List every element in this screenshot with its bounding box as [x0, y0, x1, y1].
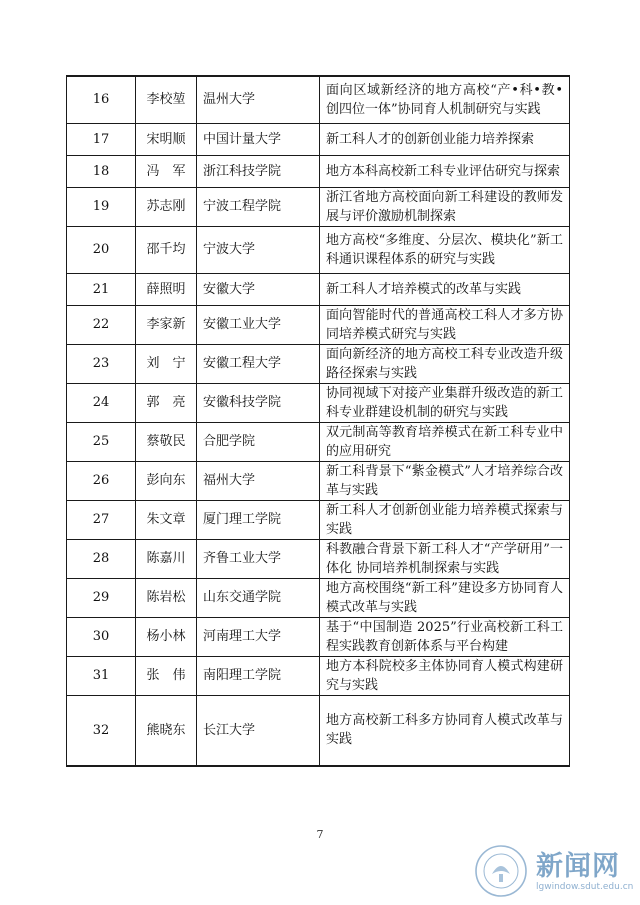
row-number-cell: 20: [67, 226, 136, 273]
applicant-name-cell: 刘 宁: [136, 344, 197, 383]
project-title-cell: 新工科人才培养模式的改革与实践: [320, 273, 570, 305]
school-name-cell: 南阳理工学院: [197, 656, 320, 695]
table-row: [67, 226, 570, 273]
school-name-cell: 宁波工程学院: [197, 187, 320, 226]
project-title-cell: 面向智能时代的普通高校工科人才多方协同培养模式研究与实践: [320, 305, 570, 344]
school-name-cell: 浙江科技学院: [197, 155, 320, 187]
row-number-cell: 27: [67, 500, 136, 539]
watermark-brand: 新闻网: [536, 851, 620, 882]
row-number-cell: 29: [67, 578, 136, 617]
project-title-cell: 地方本科高校新工科专业评估研究与探索: [320, 155, 570, 187]
row-number-cell: 21: [67, 273, 136, 305]
school-name-cell: 福州大学: [197, 461, 320, 500]
project-title-cell: 科教融合背景下新工科人才“产学研用”一体化 协同培养机制探索与实践: [320, 539, 570, 578]
applicant-name-cell: 熊晓东: [136, 695, 197, 766]
applicant-name-cell: 苏志刚: [136, 187, 197, 226]
project-title-cell: 新工科人才创新创业能力培养模式探索与实践: [320, 500, 570, 539]
project-title-cell: 新工科背景下“紫金模式”人才培养综合改革与实践: [320, 461, 570, 500]
row-number-cell: 28: [67, 539, 136, 578]
school-name-cell: 齐鲁工业大学: [197, 539, 320, 578]
row-number-cell: 22: [67, 305, 136, 344]
row-number-cell: 16: [67, 76, 136, 123]
school-name-cell: 安徽科技学院: [197, 383, 320, 422]
project-title-cell: 基于“中国制造 2025”行业高校新工科工程实践教育创新体系与平台构建: [320, 617, 570, 656]
table-row: [67, 155, 570, 187]
table-row: [67, 383, 570, 422]
school-name-cell: 河南理工大学: [197, 617, 320, 656]
row-number-cell: 17: [67, 123, 136, 155]
project-title-cell: 浙江省地方高校面向新工科建设的教师发展与评价激励机制探索: [320, 187, 570, 226]
table-row: [67, 344, 570, 383]
table-row: [67, 305, 570, 344]
project-title-cell: 双元制高等教育培养模式在新工科专业中的应用研究: [320, 422, 570, 461]
project-title-cell: 地方高校围绕“新工科”建设多方协同育人模式改革与实践: [320, 578, 570, 617]
table-row: [67, 422, 570, 461]
applicant-name-cell: 薛照明: [136, 273, 197, 305]
school-name-cell: 厦门理工学院: [197, 500, 320, 539]
row-number-cell: 24: [67, 383, 136, 422]
table-row: [67, 76, 570, 123]
table-row: [67, 500, 570, 539]
school-name-cell: 安徽工业大学: [197, 305, 320, 344]
table-row: [67, 695, 570, 766]
project-title-cell: 地方本科院校多主体协同育人模式构建研究与实践: [320, 656, 570, 695]
school-name-cell: 宁波大学: [197, 226, 320, 273]
row-number-cell: 26: [67, 461, 136, 500]
row-number-cell: 25: [67, 422, 136, 461]
row-number-cell: 23: [67, 344, 136, 383]
project-title-cell: 新工科人才的创新创业能力培养探索: [320, 123, 570, 155]
applicant-name-cell: 宋明顺: [136, 123, 197, 155]
row-number-cell: 31: [67, 656, 136, 695]
school-name-cell: 中国计量大学: [197, 123, 320, 155]
university-seal-icon: [474, 844, 528, 898]
table-row: [67, 123, 570, 155]
applicant-name-cell: 李家新: [136, 305, 197, 344]
applicant-name-cell: 杨小林: [136, 617, 197, 656]
applicant-name-cell: 陈嘉川: [136, 539, 197, 578]
table-row: [67, 656, 570, 695]
row-number-cell: 32: [67, 695, 136, 766]
table-row: [67, 539, 570, 578]
school-name-cell: 合肥学院: [197, 422, 320, 461]
project-title-cell: 面向新经济的地方高校工科专业改造升级路径探索与实践: [320, 344, 570, 383]
table-row: [67, 187, 570, 226]
applicant-name-cell: 李校堃: [136, 76, 197, 123]
page-number: 7: [316, 828, 324, 841]
applicant-name-cell: 朱文章: [136, 500, 197, 539]
project-title-cell: 地方高校新工科多方协同育人模式改革与实践: [320, 695, 570, 766]
applicant-name-cell: 彭向东: [136, 461, 197, 500]
table-row: [67, 461, 570, 500]
applicant-name-cell: 郭 亮: [136, 383, 197, 422]
row-number-cell: 18: [67, 155, 136, 187]
table-row: [67, 578, 570, 617]
row-number-cell: 19: [67, 187, 136, 226]
project-title-cell: 面向区域新经济的地方高校“产•科•教•创四位一体”协同育人机制研究与实践: [320, 76, 570, 123]
project-title-cell: 协同视域下对接产业集群升级改造的新工科专业群建设机制的研究与实践: [320, 383, 570, 422]
table-row: [67, 617, 570, 656]
school-name-cell: 山东交通学院: [197, 578, 320, 617]
applicant-name-cell: 陈岩松: [136, 578, 197, 617]
applicant-name-cell: 蔡敬民: [136, 422, 197, 461]
applicant-name-cell: 邵千均: [136, 226, 197, 273]
school-name-cell: 安徽大学: [197, 273, 320, 305]
watermark-url: lgwindow.sdut.edu.cn: [536, 882, 634, 892]
applicant-name-cell: 张 伟: [136, 656, 197, 695]
school-name-cell: 长江大学: [197, 695, 320, 766]
project-title-cell: 地方高校“多维度、分层次、模块化”新工科通识课程体系的研究与实践: [320, 226, 570, 273]
school-name-cell: 安徽工程大学: [197, 344, 320, 383]
project-list-table: [66, 75, 570, 767]
site-watermark: [470, 840, 640, 905]
table-row: [67, 273, 570, 305]
school-name-cell: 温州大学: [197, 76, 320, 123]
applicant-name-cell: 冯 军: [136, 155, 197, 187]
row-number-cell: 30: [67, 617, 136, 656]
